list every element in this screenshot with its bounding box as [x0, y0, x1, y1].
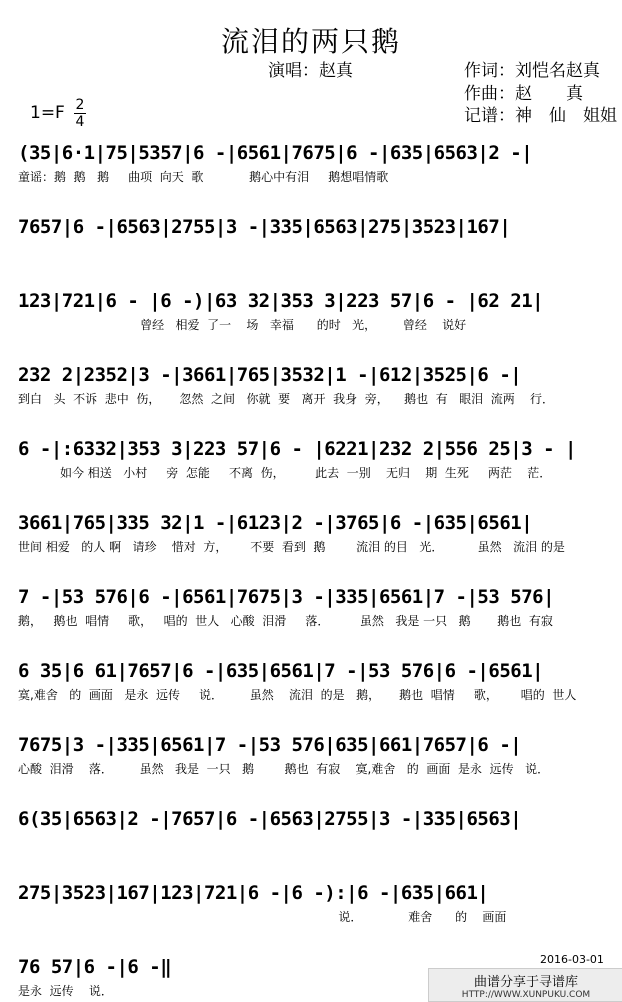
- notation-row: 123|721|6 - |6 -)|63 32|353 3|223 57|6 - |62 21|: [18, 290, 544, 312]
- notation-row: 7675|3 -|335|6561|7 -|53 576|635|661|7657|6 -|: [18, 734, 522, 756]
- lyric-row: 童谣：鹅 鹅 鹅 曲项 向天 歌 鹅心中有泪 鹅想唱情歌: [18, 170, 389, 184]
- time-top: 2: [75, 97, 85, 113]
- notation-row: 275|3523|167|123|721|6 -|6 -):|6 -|635|661|: [18, 882, 489, 904]
- song-title: 流泪的两只鹅: [220, 25, 401, 58]
- date: 2016-03-01: [540, 953, 604, 966]
- notation-row: 232 2|2352|3 -|3661|765|3532|1 -|612|3525|6 -|: [18, 364, 522, 386]
- lyric-row: 鹅， 鹅也 唱情 歌， 唱的 世人 心酸 泪滑 落． 虽然 我是 一只 鹅 鹅也 有寂: [18, 614, 553, 628]
- lyric-row: 心酸 泪滑 落． 虽然 我是 一只 鹅 鹅也 有寂 寞,难舍 的 画面 是永 远传 说．: [18, 762, 550, 776]
- time-bottom: 4: [75, 114, 85, 130]
- notation-row: 76 57|6 -|6 -‖: [18, 956, 172, 978]
- singer: 演唱：赵真: [268, 61, 353, 81]
- lyric-row: 说． 难舍 的 画面: [18, 910, 507, 924]
- notation-row: (35|6·1|75|5357|6 -|6561|7675|6 -|635|6563|2 -|: [18, 142, 533, 164]
- notation-row: 6 35|6 61|7657|6 -|635|6561|7 -|53 576|6 -|6561|: [18, 660, 544, 682]
- lyric-row: 到白 头 不诉 悲中 伤， 忽然 之间 你就 要 离开 我身 旁， 鹅也 有 眼泪 流两 行．: [18, 392, 555, 406]
- lyric-row: 如今 相送 小村 旁 怎能 不离 伤， 此去 一别 无归 期 生死 两茫 茫．: [18, 466, 552, 480]
- watermark-url: HTTP://WWW.XUNPUKU.COM: [461, 990, 591, 1000]
- notation-row: 7 -|53 576|6 -|6561|7675|3 -|335|6561|7 -|53 576|: [18, 586, 555, 608]
- notation-row: 6(35|6563|2 -|7657|6 -|6563|2755|3 -|335|6563|: [18, 808, 522, 830]
- notation-row: 6 -|:6332|353 3|223 57|6 - |6221|232 2|556 25|3 - |: [18, 438, 576, 460]
- watermark-title: 曲谱分享于寻谱库: [473, 975, 578, 990]
- lyric-row: 是永 远传 说．: [18, 984, 113, 998]
- lyric-row: 寞,难舍 的 画面 是永 远传 说． 虽然 流泪 的是 鹅， 鹅也 唱情 歌， 唱的 世人: [18, 688, 577, 702]
- lyric-row: 世间 相爱 的人 啊 请珍 惜对 方， 不要 看到 鹅 流泪 的目 光． 虽然 流泪 的是: [18, 540, 565, 554]
- lyricist: 作词：刘恺名赵真: [464, 61, 600, 81]
- time-signature: [74, 98, 86, 129]
- transcriber: 记谱：神 仙 姐姐: [464, 106, 617, 126]
- notation-row: 7657|6 -|6563|2755|3 -|335|6563|275|3523|167|: [18, 216, 511, 238]
- key-signature: 1=F: [30, 103, 65, 123]
- watermark: [428, 968, 622, 1002]
- lyric-row: 曾经 相爱 了一 场 幸福 的时 光， 曾经 说好: [18, 318, 467, 332]
- composer: 作曲：赵 真: [464, 84, 583, 104]
- notation-row: 3661|765|335 32|1 -|6123|2 -|3765|6 -|635|6561|: [18, 512, 533, 534]
